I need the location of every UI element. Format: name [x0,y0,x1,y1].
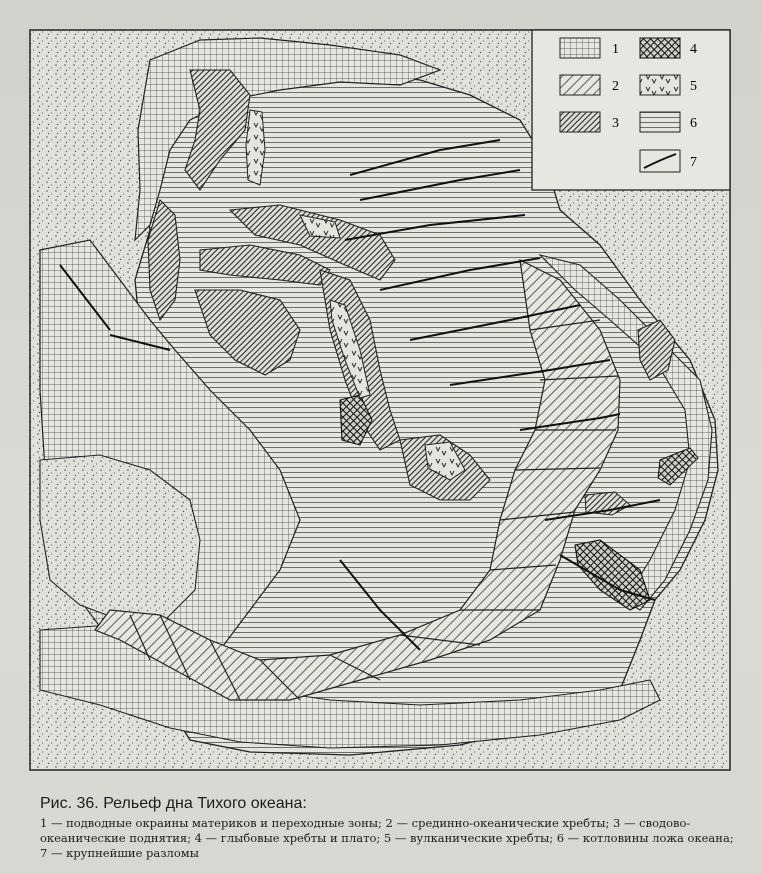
caption-title: Рис. 36. Рельеф дна Тихого океана: [40,795,307,812]
legend-num-2: 2 [612,79,619,94]
legend-num-5: 5 [690,79,697,94]
legend-num-1: 1 [612,42,619,57]
legend-num-6: 6 [690,116,697,131]
legend-num-4: 4 [690,42,697,57]
figure-caption [40,796,740,861]
legend-num-3: 3 [612,116,619,131]
legend-num-7: 7 [690,155,697,170]
caption-body: 1 — подводные окраины материков и переходные зоны; 2 — срединно-океанические хребты; 3 — сводово-океанические поднятия; 4 — глыбовые хребты и плато; 5 — вулканические хребты; 6 — котловины ложа океана; 7 — крупнейшие разломы [40,816,734,860]
legend-box [532,30,730,190]
